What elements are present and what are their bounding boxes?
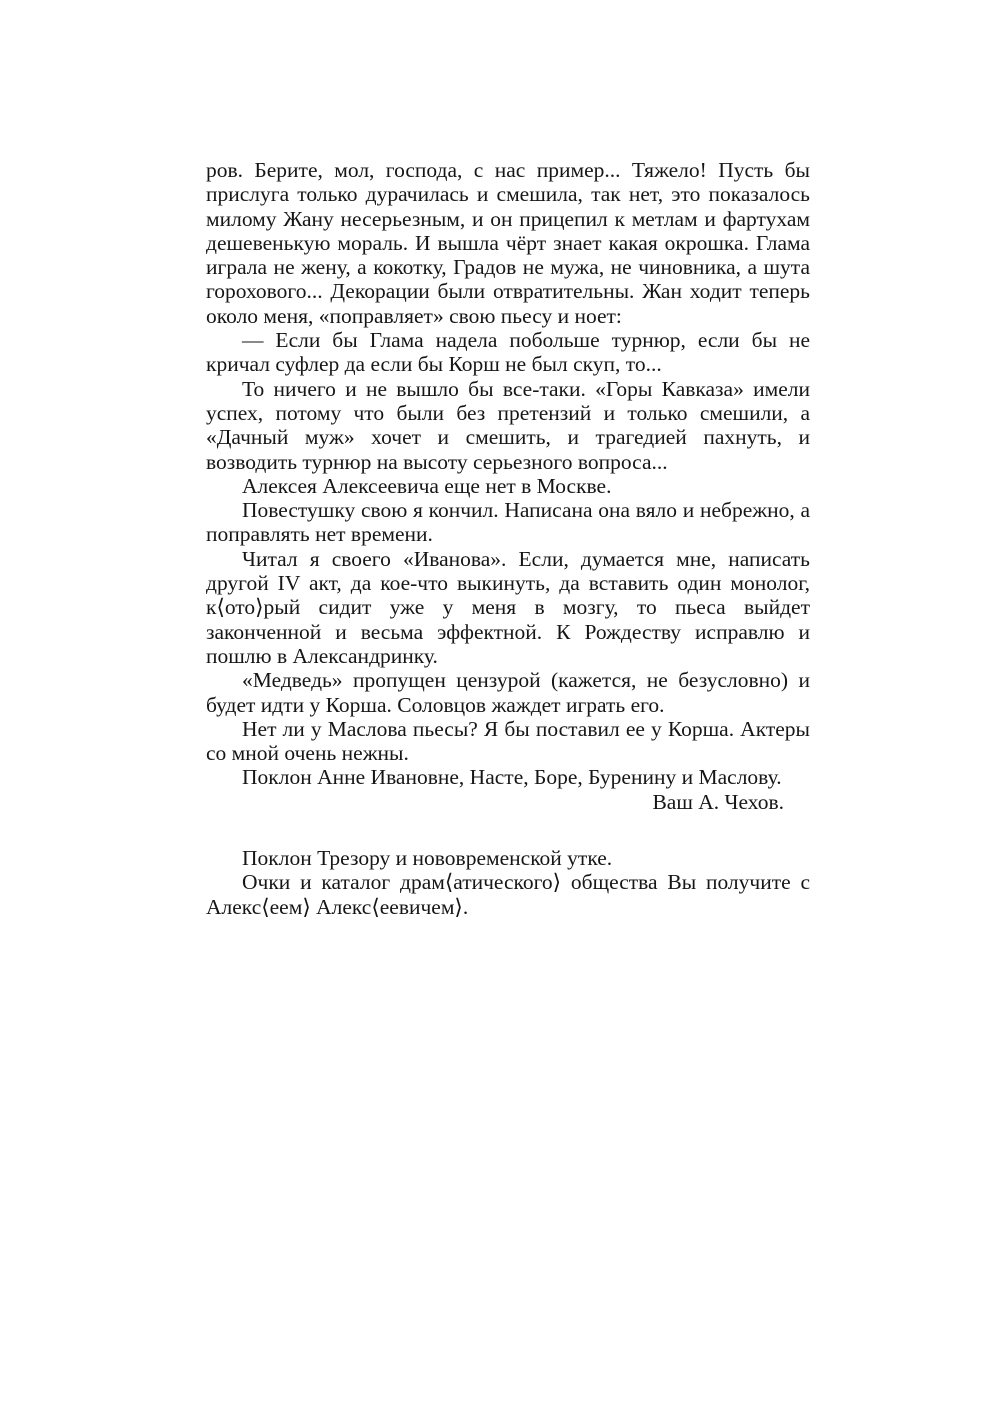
letter-page [206, 158, 810, 919]
postscript-line: Очки и каталог драм⟨атического⟩ общества Вы получите с Алекс⟨еем⟩ Алекс⟨еевичем⟩. [206, 870, 810, 919]
paragraph: Читал я своего «Иванова». Если, думается мне, написать другой IV акт, да кое-что выкинуть, да вставить один монолог, к⟨ото⟩рый сидит уже у меня в мозгу, то пьеса выйдет законченной и весьма эффектной. К Рождеству исправлю и пошлю в Александринку. [206, 546, 810, 668]
paragraph: Поклон Анне Ивановне, Насте, Боре, Буренину и Маслову. [242, 765, 782, 790]
paragraph: Алексея Алексеевича еще нет в Москве. [242, 473, 612, 498]
paragraph: То ничего и не вышло бы все-таки. «Горы Кавказа» имели успех, потому что были без претензий и только смешили, а «Дачный муж» хочет и смешить, и трагедией пахнуть, и возводить турнюр на высоту серьезного вопроса... [206, 376, 810, 474]
paragraph: Повестушку свою я кончил. Написана она вяло и небрежно, а поправлять нет времени. [206, 498, 810, 547]
section-gap [206, 814, 810, 846]
paragraph: Нет ли у Маслова пьесы? Я бы поставил ее у Корша. Актеры со мной очень нежны. [206, 716, 810, 766]
postscript-line: Поклон Трезору и нововременской утке. [242, 846, 613, 871]
signature: Ваш А. Чехов. [652, 789, 784, 814]
paragraph: ров. Берите, мол, господа, с нас пример... Тяжело! Пусть бы прислуга только дурачилась и смешила, так нет, это показалось милому Жану несерьезным, и он прицепил к метлам и фартухам дешевенькую мораль. И вышла чёрт знает какая окрошка. Глама играла не жену, а кокотку, Градов не мужа, не чиновника, а шута горохового... Декорации были отвратительны. Жан ходит теперь около меня, «поправляет» свою пьесу и ноет: [206, 158, 810, 328]
paragraph: «Медведь» пропущен цензурой (кажется, не безусловно) и будет идти у Корша. Соловцов жаждет играть его. [206, 668, 810, 717]
paragraph: — Если бы Глама надела побольше турнюр, если бы не кричал суфлер да если бы Корш не был скуп, то... [206, 328, 810, 377]
